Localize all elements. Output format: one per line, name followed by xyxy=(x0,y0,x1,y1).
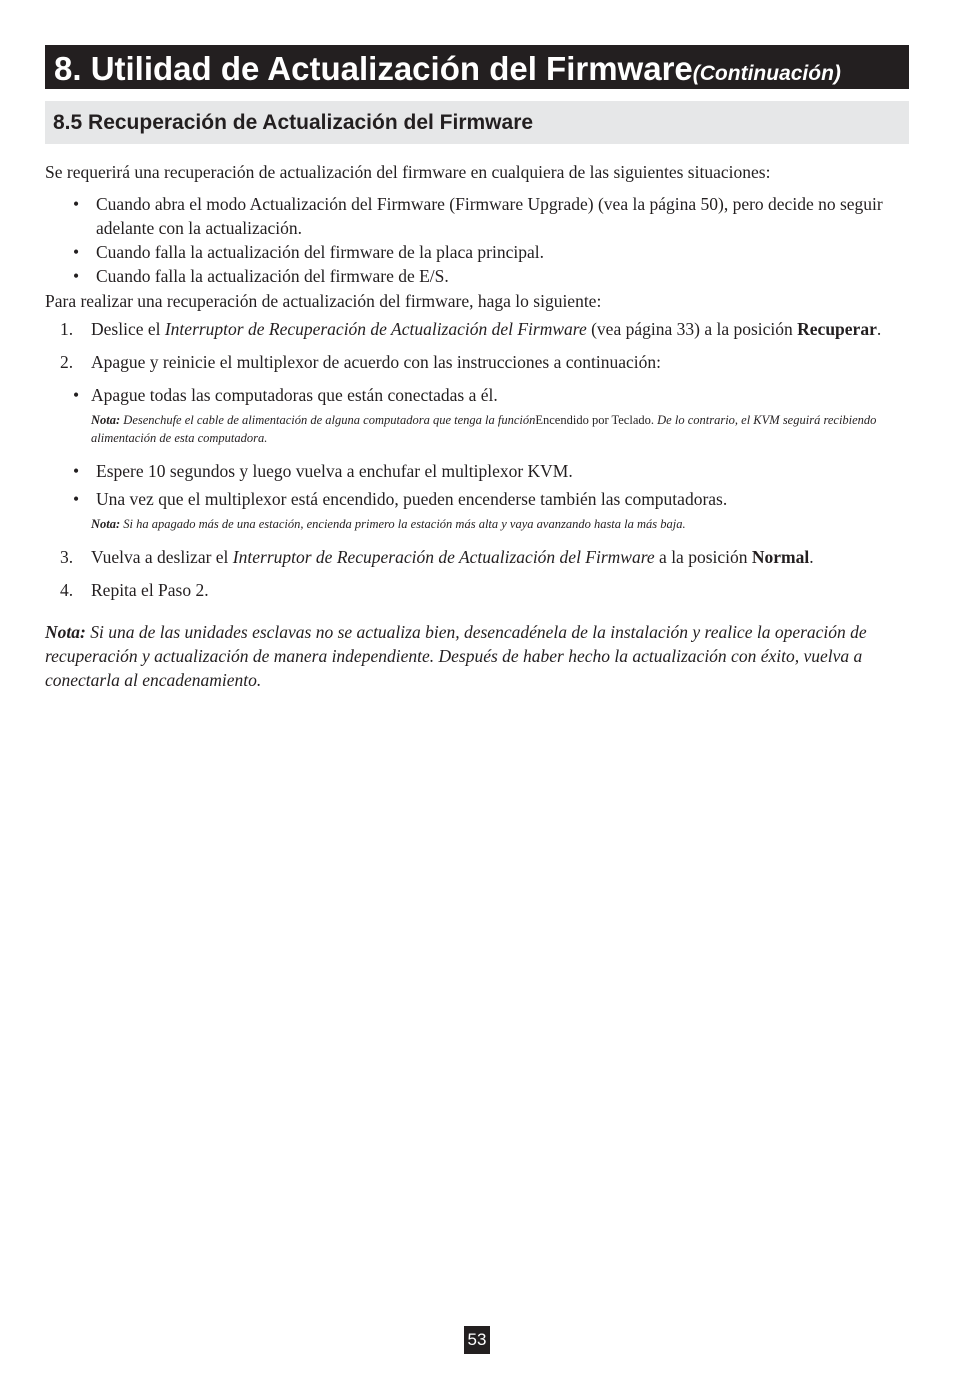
step-text: Repita el Paso 2. xyxy=(91,580,209,600)
step-text: Vuelva a deslizar el xyxy=(91,547,233,567)
note-label: Nota: xyxy=(91,517,121,531)
step-2 xyxy=(45,350,911,374)
note-text: Encendido por Teclado. xyxy=(535,413,655,427)
bullet: • xyxy=(73,489,80,509)
step-text: Deslice el xyxy=(91,319,165,339)
page-number: 53 xyxy=(464,1326,490,1354)
situation-item: • Cuando abra el modo Actualización del Firmware (Firmware Upgrade) (vea la página 50), pero decide no seguir adelante con la actualización. xyxy=(45,192,911,240)
step-number: 1. xyxy=(60,319,74,339)
substep-item xyxy=(45,383,911,407)
note-small xyxy=(91,515,911,533)
chapter-header xyxy=(45,45,909,89)
step-4 xyxy=(45,578,911,602)
page-body xyxy=(45,160,911,692)
bullet: • xyxy=(73,385,80,405)
chapter-continuation: (Continuación) xyxy=(692,62,841,85)
position-name: Recuperar xyxy=(797,319,877,339)
step-text: Apague y reinicie el multiplexor de acuerdo con las instrucciones a continuación: xyxy=(91,352,662,372)
note-text: De lo contrario, el KVM seguirá recibiendo alimentación de esta computadora. xyxy=(91,413,877,445)
position-name: Normal xyxy=(751,547,810,567)
note-text: Si una de las unidades esclavas no se actualiza bien, desencadénela de la instalación y realice la operación de recuperación y actualización de manera independiente. Después de haber hecho la actualización con éxito, vuelva a conectarla al encadenamiento. xyxy=(45,622,867,690)
step-text: . xyxy=(809,547,814,567)
note-small xyxy=(91,411,911,447)
step-number: 2. xyxy=(60,352,74,372)
step-text: (vea página 33) a la posición xyxy=(586,319,798,339)
procedure-intro: Para realizar una recuperación de actualización del firmware, haga lo siguiente: xyxy=(45,291,602,311)
step-1 xyxy=(45,317,911,341)
note-text: Desenchufe el cable de alimentación de alguna computadora que tenga la función xyxy=(120,413,536,427)
step-text: . xyxy=(876,319,882,339)
switch-name: Interruptor de Recuperación de Actualización del Firmware xyxy=(232,547,655,567)
step-number: 4. xyxy=(60,580,74,600)
step-text: a la posición xyxy=(654,547,752,567)
note-label: Nota: xyxy=(91,413,121,427)
section-heading: 8.5 Recuperación de Actualización del Firmware xyxy=(45,101,909,144)
intro-paragraph: Se requerirá una recuperación de actualización del firmware en cualquiera de las siguientes situaciones: xyxy=(45,162,771,182)
situation-item: • Cuando falla la actualización del firmware de la placa principal. xyxy=(45,240,911,264)
substep-item xyxy=(45,459,911,483)
bullet: • xyxy=(73,461,80,481)
situations-list xyxy=(45,192,911,288)
step-3 xyxy=(45,545,911,569)
substep-text: Apague todas las computadoras que están conectadas a él. xyxy=(91,385,498,405)
note-text: Si ha apagado más de una estación, encienda primero la estación más alta y vaya avanzando hasta la más baja. xyxy=(120,517,686,531)
chapter-title: 8. Utilidad de Actualización del Firmware xyxy=(54,50,693,87)
final-note xyxy=(45,620,911,692)
substep-text: Espere 10 segundos y luego vuelva a enchufar el multiplexor KVM. xyxy=(96,461,573,481)
substep-item xyxy=(45,487,911,511)
switch-name: Interruptor de Recuperación de Actualización del Firmware xyxy=(164,319,587,339)
situation-item: • Cuando falla la actualización del firmware de E/S. xyxy=(45,264,911,288)
step-number: 3. xyxy=(60,547,74,567)
note-label: Nota: xyxy=(45,622,86,642)
substep-text: Una vez que el multiplexor está encendido, pueden encenderse también las computadoras. xyxy=(96,489,728,509)
